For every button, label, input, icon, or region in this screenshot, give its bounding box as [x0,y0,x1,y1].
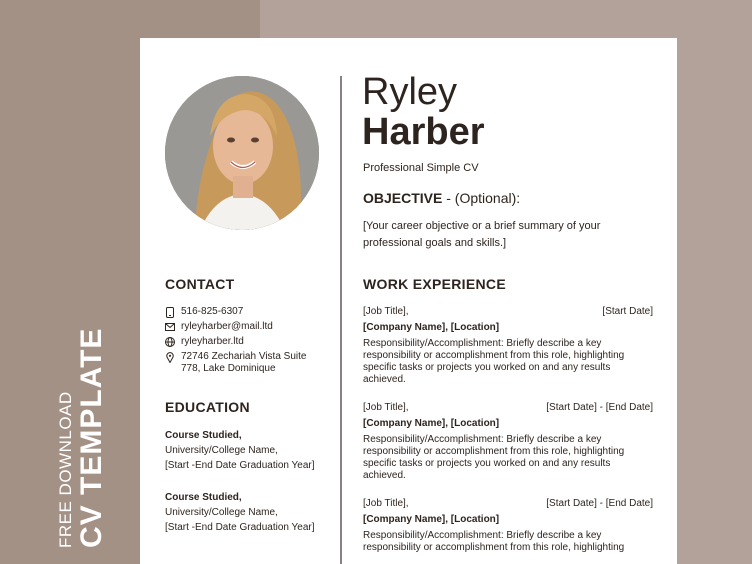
column-divider [340,76,342,564]
contact-address-text [181,351,306,375]
job-description: Responsibility/Accomplishment: Briefly describe a key responsibility or accomplishment from this role, highlighting specific tasks or projects you worked on and any results achieved. [363,338,625,385]
side-banner [56,328,108,548]
work-entry [363,498,653,554]
address-line-2: 778, Lake Dominique [181,363,276,374]
contact-list [165,306,335,378]
job-company: [Company Name], [Location] [363,514,500,525]
phone-icon [165,306,175,318]
education-course: Course Studied, [165,430,242,441]
job-description: Responsibility/Accomplishment: Briefly describe a key responsibility or accomplishment from this role, highlighting [363,530,625,553]
objective-heading [363,190,520,206]
work-entry [363,306,653,386]
job-dates: [Start Date] [602,306,653,317]
profile-photo-illustration [165,76,319,230]
job-title: [Job Title], [363,498,409,509]
address-line-1: 72746 Zechariah Vista Suite [181,351,307,362]
contact-email-text: ryleyharber@mail.ltd [181,321,273,332]
job-company: [Company Name], [Location] [363,322,500,333]
job-title: [Job Title], [363,306,409,317]
globe-icon [165,336,175,348]
work-experience-heading: WORK EXPERIENCE [363,276,506,292]
job-company: [Company Name], [Location] [363,418,500,429]
last-name: Harber [362,111,485,153]
education-entry [165,492,315,534]
objective-text: [Your career objective or a brief summary of your professional goals and skills.] [363,220,601,249]
contact-email [165,321,335,333]
side-banner-big: CV TEMPLATE [75,327,108,548]
profile-photo [165,76,319,230]
side-banner-small: FREE DOWNLOAD [56,391,75,548]
education-course: Course Studied, [165,492,242,503]
job-title: [Job Title], [363,402,409,413]
education-dates: [Start -End Date Graduation Year] [165,522,315,533]
contact-website-text: ryleyharber.ltd [181,336,244,347]
objective-optional: - (Optional): [446,190,521,206]
education-school: University/College Name, [165,445,278,456]
objective-title: OBJECTIVE [363,190,443,206]
contact-address [165,351,335,375]
education-school: University/College Name, [165,507,278,518]
contact-website [165,336,335,348]
location-pin-icon [165,351,175,363]
cv-page [140,38,677,564]
contact-phone [165,306,335,318]
education-entry [165,430,315,472]
job-description: Responsibility/Accomplishment: Briefly describe a key responsibility or accomplishment from this role, highlighting specific tasks or projects you worked on and any results achieved. [363,434,625,481]
cv-subtitle: Professional Simple CV [363,162,479,174]
job-dates: [Start Date] - [End Date] [546,498,653,509]
work-entry [363,402,653,482]
first-name: Ryley [362,71,458,113]
job-dates: [Start Date] - [End Date] [546,402,653,413]
candidate-name [362,72,485,152]
contact-phone-text: 516-825-6307 [181,306,244,317]
contact-heading: CONTACT [165,276,235,292]
education-dates: [Start -End Date Graduation Year] [165,460,315,471]
education-heading: EDUCATION [165,399,250,415]
mail-icon [165,321,175,333]
